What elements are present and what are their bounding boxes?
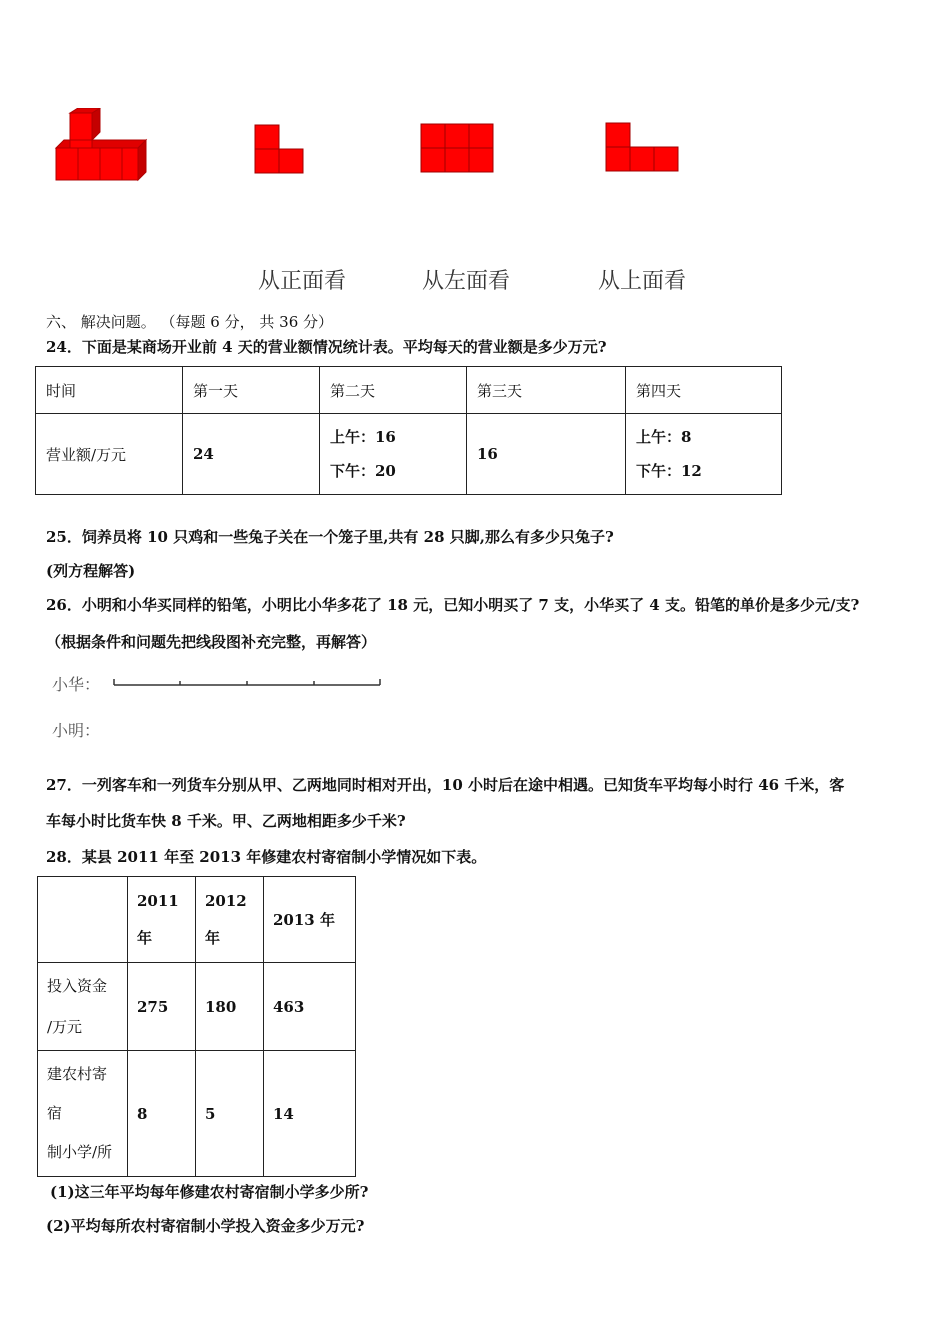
corner-cell bbox=[38, 877, 128, 963]
school-table bbox=[37, 876, 356, 1177]
cube-solid-figure bbox=[50, 108, 155, 188]
question-28-sub2: (2)平均每所农村寄宿制小学投入资金多少万元? bbox=[46, 1217, 365, 1235]
front-view-figure bbox=[254, 124, 306, 176]
funds-2013: 463 bbox=[264, 963, 356, 1051]
top-view-figure bbox=[605, 122, 681, 174]
cell-day1: 24 bbox=[183, 414, 320, 495]
header-2012: 2012 年 bbox=[196, 877, 264, 963]
row-label-funds: 投入资金 /万元 bbox=[38, 963, 128, 1051]
funds-2011: 275 bbox=[128, 963, 196, 1051]
question-28: 28．某县 2011 年至 2013 年修建农村寄宿制小学情况如下表。 bbox=[46, 848, 487, 866]
header-time: 时间 bbox=[36, 367, 183, 414]
xiaohua-segment bbox=[110, 676, 385, 690]
header-day4: 第四天 bbox=[626, 367, 782, 414]
xiaohua-label: 小华： bbox=[52, 675, 101, 694]
front-view-label: 从正面看 bbox=[258, 269, 347, 294]
schools-2012: 5 bbox=[196, 1051, 264, 1177]
row-label-revenue: 营业额/万元 bbox=[36, 414, 183, 495]
cell-day3: 16 bbox=[467, 414, 626, 495]
header-2011: 2011 年 bbox=[128, 877, 196, 963]
question-25: 25．饲养员将 10 只鸡和一些兔子关在一个笼子里,共有 28 只脚,那么有多少只兔子? bbox=[46, 528, 614, 546]
question-27-line2: 车每小时比货车快 8 千米。甲、乙两地相距多少千米? bbox=[46, 812, 406, 830]
cell-day4: 上午：8 下午：12 bbox=[626, 414, 782, 495]
question-26-note: （根据条件和问题先把线段图补充完整，再解答） bbox=[46, 633, 377, 651]
funds-2012: 180 bbox=[196, 963, 264, 1051]
question-24: 24．下面是某商场开业前 4 天的营业额情况统计表。平均每天的营业额是多少万元? bbox=[46, 338, 607, 356]
header-day1: 第一天 bbox=[183, 367, 320, 414]
question-27-line1: 27．一列客车和一列货车分别从甲、乙两地同时相对开出，10 小时后在途中相遇。已知货车平均每小时行 46 千米，客 bbox=[46, 776, 845, 794]
top-view-label: 从上面看 bbox=[598, 269, 687, 294]
cell-day2: 上午：16 下午：20 bbox=[320, 414, 467, 495]
xiaoming-label: 小明： bbox=[52, 721, 101, 740]
question-25-note: (列方程解答) bbox=[46, 562, 136, 580]
schools-2011: 8 bbox=[128, 1051, 196, 1177]
header-day3: 第三天 bbox=[467, 367, 626, 414]
schools-2013: 14 bbox=[264, 1051, 356, 1177]
header-2013: 2013 年 bbox=[264, 877, 356, 963]
question-26: 26．小明和小华买同样的铅笔，小明比小华多花了 18 元，已知小明买了 7 支，小华买了 4 支。铅笔的单价是多少元/支? bbox=[46, 596, 860, 614]
row-label-schools: 建农村寄 宿 制小学/所 bbox=[38, 1051, 128, 1177]
header-day2: 第二天 bbox=[320, 367, 467, 414]
left-view-label: 从左面看 bbox=[422, 269, 511, 294]
section-title: 六、 解决问题。 （每题 6 分， 共 36 分） bbox=[46, 313, 334, 331]
question-28-sub1: (1)这三年平均每年修建农村寄宿制小学多少所? bbox=[50, 1183, 369, 1201]
left-view-figure bbox=[420, 123, 495, 175]
revenue-table bbox=[35, 366, 782, 495]
